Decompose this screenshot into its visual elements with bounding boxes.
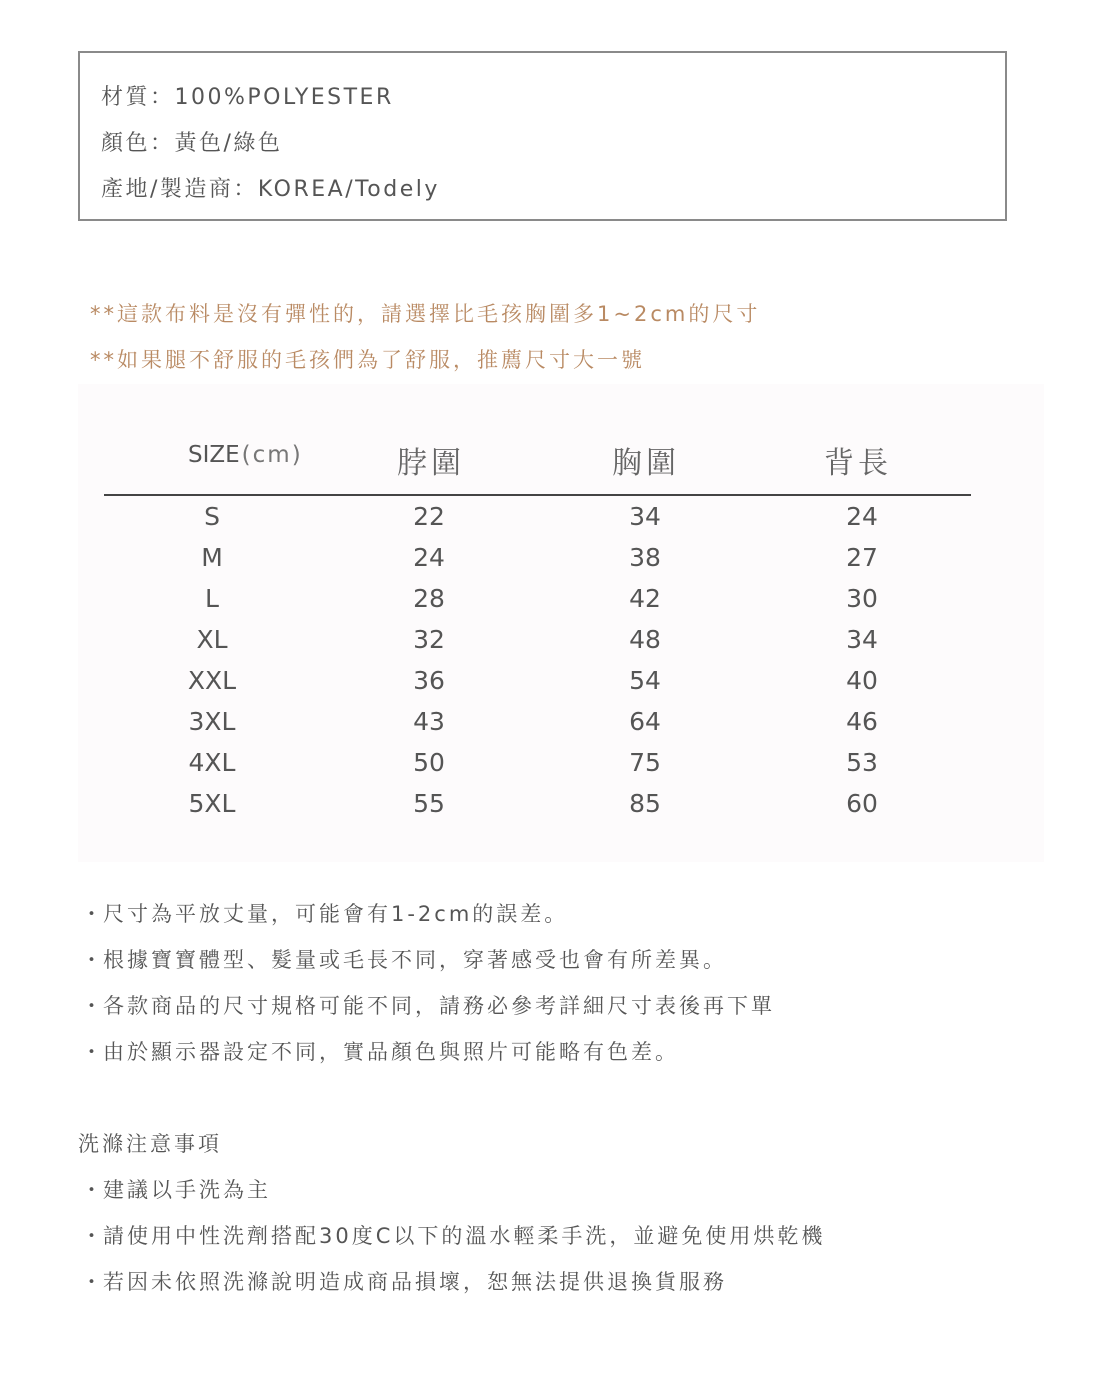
size-cell: 5XL bbox=[188, 789, 236, 818]
table-header-divider bbox=[104, 494, 971, 496]
size-cell: 4XL bbox=[188, 748, 236, 777]
size-note-text: 各款商品的尺寸規格可能不同，請務必參考詳細尺寸表後再下單 bbox=[103, 994, 775, 1018]
back-cell: 60 bbox=[846, 789, 878, 818]
neck-column-header: 脖圍 bbox=[397, 446, 465, 481]
bullet-mark: ・ bbox=[81, 994, 102, 1018]
chest-cell: 42 bbox=[629, 584, 661, 613]
size-note-text: 尺寸為平放丈量，可能會有1-2cm的誤差。 bbox=[103, 902, 569, 926]
wash-item bbox=[81, 1220, 825, 1250]
wash-item-text: 請使用中性洗劑搭配30度C以下的溫水輕柔手洗，並避免使用烘乾機 bbox=[103, 1224, 826, 1248]
wash-item-text: 建議以手洗為主 bbox=[103, 1178, 271, 1202]
size-header-label: SIZE bbox=[188, 442, 240, 468]
back-cell: 30 bbox=[846, 584, 878, 613]
bullet-mark: ・ bbox=[81, 1270, 102, 1294]
size-advice-note: **如果腿不舒服的毛孩們為了舒服，推薦尺寸大一號 bbox=[90, 348, 645, 372]
chest-cell: 34 bbox=[629, 502, 661, 531]
neck-cell: 24 bbox=[413, 543, 445, 572]
neck-cell: 36 bbox=[413, 666, 445, 695]
size-note-text: 根據寶寶體型、髮量或毛長不同，穿著感受也會有所差異。 bbox=[103, 948, 727, 972]
size-cell: 3XL bbox=[188, 707, 236, 736]
size-note-item bbox=[81, 1036, 679, 1066]
size-advice-note: **這款布料是沒有彈性的，請選擇比毛孩胸圍多1~2cm的尺寸 bbox=[90, 302, 761, 326]
back-cell: 24 bbox=[846, 502, 878, 531]
neck-cell: 55 bbox=[413, 789, 445, 818]
table-row bbox=[0, 502, 1100, 542]
chest-column-header: 胸圍 bbox=[612, 446, 680, 481]
unit-label: (cm) bbox=[241, 442, 303, 468]
wash-item bbox=[81, 1174, 271, 1204]
neck-cell: 50 bbox=[413, 748, 445, 777]
chest-cell: 75 bbox=[629, 748, 661, 777]
size-cell: M bbox=[201, 543, 223, 572]
table-row bbox=[0, 666, 1100, 706]
back-cell: 27 bbox=[846, 543, 878, 572]
table-row bbox=[0, 543, 1100, 583]
back-column-header: 背長 bbox=[824, 446, 892, 481]
wash-section-title: 洗滌注意事項 bbox=[78, 1132, 222, 1156]
table-row bbox=[0, 748, 1100, 788]
neck-cell: 22 bbox=[413, 502, 445, 531]
chest-cell: 85 bbox=[629, 789, 661, 818]
bullet-mark: ・ bbox=[81, 948, 102, 972]
size-column-header bbox=[188, 442, 303, 468]
size-cell: XXL bbox=[187, 666, 237, 695]
table-row bbox=[0, 707, 1100, 747]
size-note-item bbox=[81, 898, 568, 928]
table-row bbox=[0, 584, 1100, 624]
origin-text: 產地/製造商：KOREA/Todely bbox=[101, 177, 440, 202]
neck-cell: 43 bbox=[413, 707, 445, 736]
chest-cell: 38 bbox=[629, 543, 661, 572]
chest-cell: 64 bbox=[629, 707, 661, 736]
size-cell: XL bbox=[196, 625, 228, 654]
chest-cell: 54 bbox=[629, 666, 661, 695]
neck-cell: 28 bbox=[413, 584, 445, 613]
color-text: 顏色：黃色/綠色 bbox=[101, 131, 283, 156]
size-cell: L bbox=[205, 584, 219, 613]
back-cell: 40 bbox=[846, 666, 878, 695]
back-cell: 34 bbox=[846, 625, 878, 654]
bullet-mark: ・ bbox=[81, 1040, 102, 1064]
size-note-item bbox=[81, 990, 775, 1020]
neck-cell: 32 bbox=[413, 625, 445, 654]
chest-cell: 48 bbox=[629, 625, 661, 654]
size-note-item bbox=[81, 944, 727, 974]
size-note-text: 由於顯示器設定不同，實品顏色與照片可能略有色差。 bbox=[103, 1040, 679, 1064]
wash-item bbox=[81, 1266, 727, 1296]
table-row bbox=[0, 625, 1100, 665]
size-cell: S bbox=[204, 502, 220, 531]
bullet-mark: ・ bbox=[81, 1178, 102, 1202]
back-cell: 46 bbox=[846, 707, 878, 736]
bullet-mark: ・ bbox=[81, 1224, 102, 1248]
table-row bbox=[0, 789, 1100, 829]
wash-item-text: 若因未依照洗滌說明造成商品損壞，恕無法提供退換貨服務 bbox=[103, 1270, 727, 1294]
product-info-box bbox=[78, 51, 1007, 221]
bullet-mark: ・ bbox=[81, 902, 102, 926]
material-text: 材質：100%POLYESTER bbox=[101, 85, 394, 110]
back-cell: 53 bbox=[846, 748, 878, 777]
